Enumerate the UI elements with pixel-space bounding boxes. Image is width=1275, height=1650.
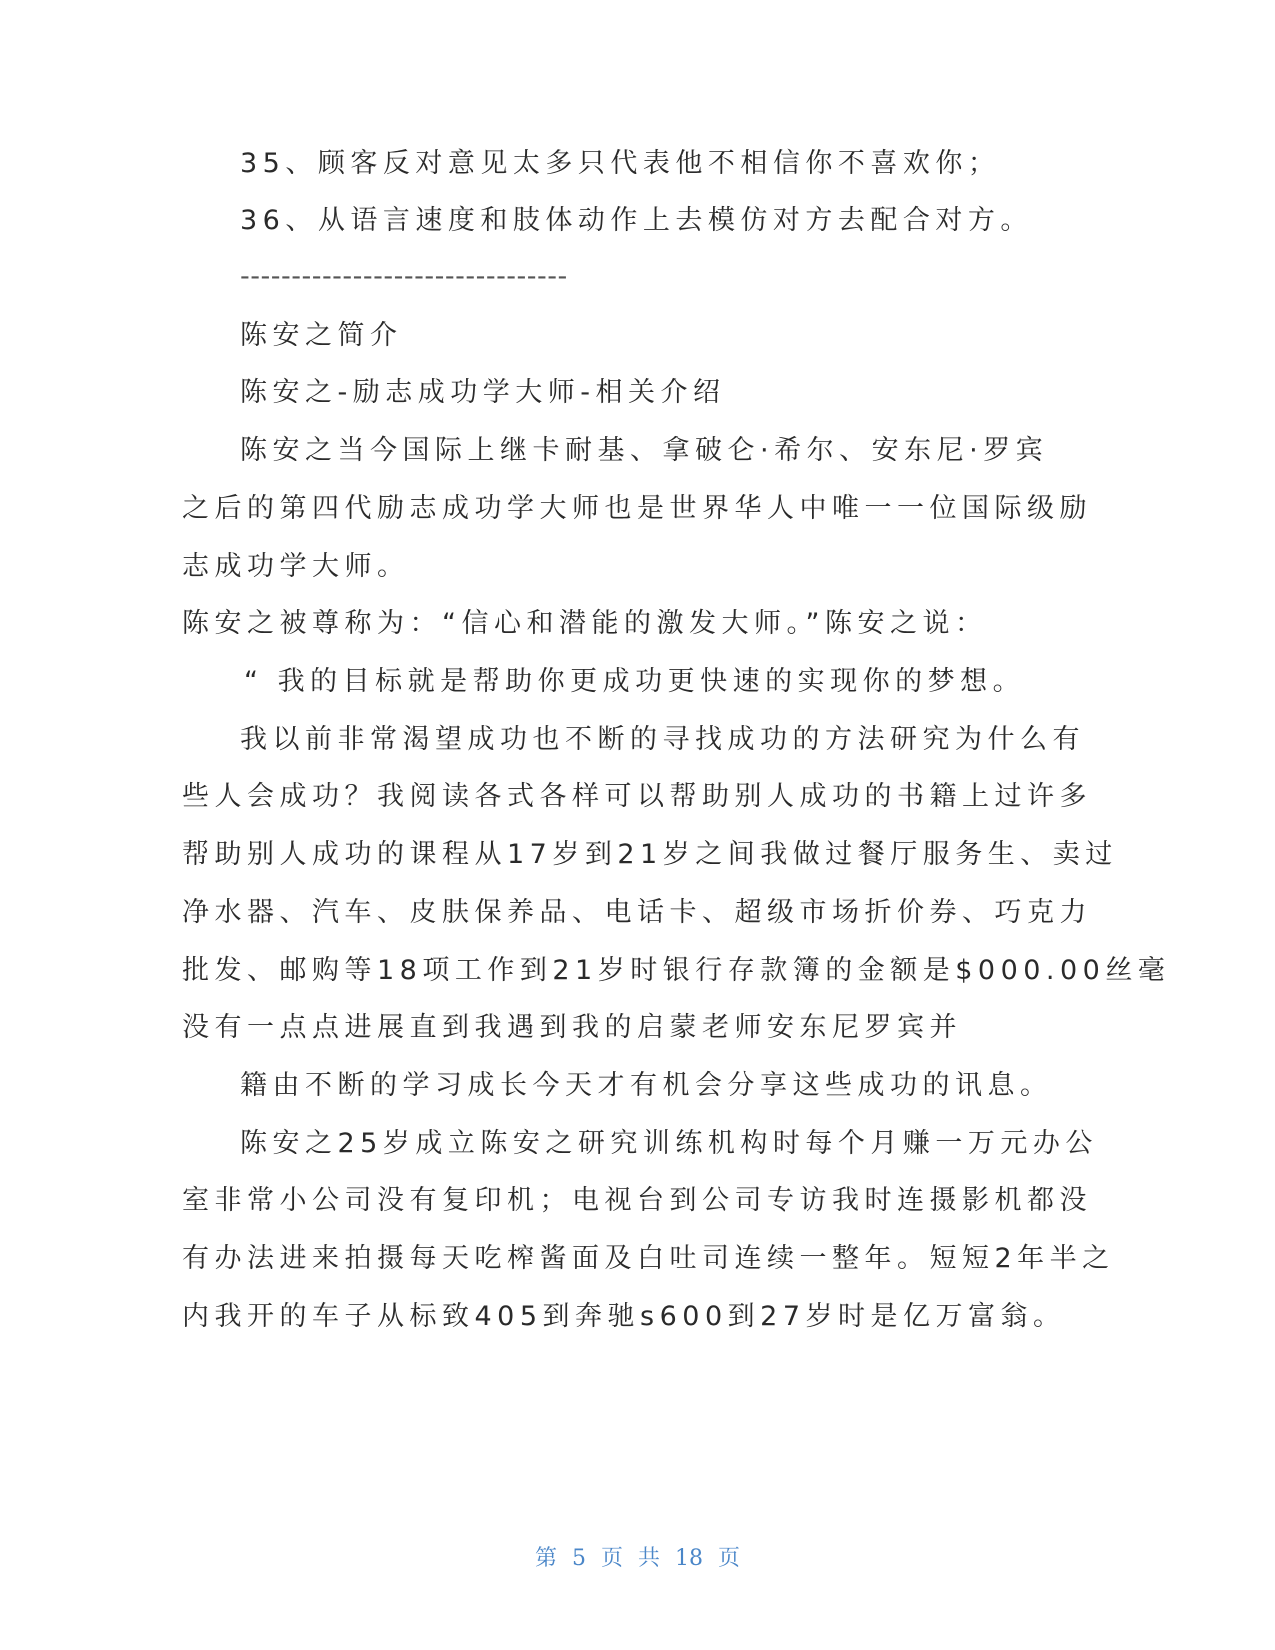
footer-total-pages: 18 bbox=[675, 1546, 704, 1571]
footer-page-label: 页 bbox=[600, 1546, 623, 1571]
page-footer bbox=[0, 1541, 1275, 1572]
separator-line: -------------------------------- bbox=[240, 261, 568, 292]
paragraph-line: 之后的第四代励志成功学大师也是世界华人中唯一一位国际级励 bbox=[182, 493, 1092, 524]
list-item-36: 36、从语言速度和肢体动作上去模仿对方去配合对方。 bbox=[240, 205, 1033, 236]
paragraph-line: 帮助别人成功的课程从17岁到21岁之间我做过餐厅服务生、卖过 bbox=[182, 839, 1118, 870]
paragraph-line: 陈安之当今国际上继卡耐基、拿破仑·希尔、安东尼·罗宾 bbox=[240, 435, 1049, 466]
footer-total-label: 共 bbox=[638, 1546, 661, 1571]
paragraph-line: 些人会成功？我阅读各式各样可以帮助别人成功的书籍上过许多 bbox=[182, 781, 1092, 812]
quote-line: “ 我的目标就是帮助你更成功更快速的实现你的梦想。 bbox=[244, 666, 1026, 697]
paragraph-line: 陈安之25岁成立陈安之研究训练机构时每个月赚一万元办公 bbox=[240, 1128, 1098, 1159]
paragraph-line: 净水器、汽车、皮肤保养品、电话卡、超级市场折价券、巧克力 bbox=[182, 897, 1092, 928]
paragraph-line: 内我开的车子从标致405到奔驰s600到27岁时是亿万富翁。 bbox=[182, 1301, 1066, 1332]
footer-page-number: 5 bbox=[571, 1546, 586, 1571]
paragraph-line: 没有一点点进展直到我遇到我的启蒙老师安东尼罗宾并 bbox=[182, 1012, 962, 1043]
footer-page-label: 页 bbox=[718, 1546, 741, 1571]
paragraph-line: 室非常小公司没有复印机；电视台到公司专访我时连摄影机都没 bbox=[182, 1185, 1092, 1216]
paragraph-line: 陈安之被尊称为：“信心和潜能的激发大师。”陈安之说： bbox=[182, 608, 988, 639]
paragraph-line: 我以前非常渴望成功也不断的寻找成功的方法研究为什么有 bbox=[240, 724, 1085, 755]
paragraph-line: 志成功学大师。 bbox=[182, 551, 410, 582]
footer-page-label: 第 bbox=[534, 1546, 557, 1571]
section-title: 陈安之简介 bbox=[240, 320, 403, 351]
paragraph-line: 批发、邮购等18项工作到21岁时银行存款簿的金额是$000.00丝毫 bbox=[182, 955, 1171, 986]
paragraph-line: 籍由不断的学习成长今天才有机会分享这些成功的讯息。 bbox=[240, 1070, 1053, 1101]
section-subtitle: 陈安之-励志成功学大师-相关介绍 bbox=[240, 377, 726, 408]
paragraph-line: 有办法进来拍摄每天吃榨酱面及白吐司连续一整年。短短2年半之 bbox=[182, 1243, 1115, 1274]
list-item-35: 35、顾客反对意见太多只代表他不相信你不喜欢你； bbox=[240, 148, 1001, 179]
